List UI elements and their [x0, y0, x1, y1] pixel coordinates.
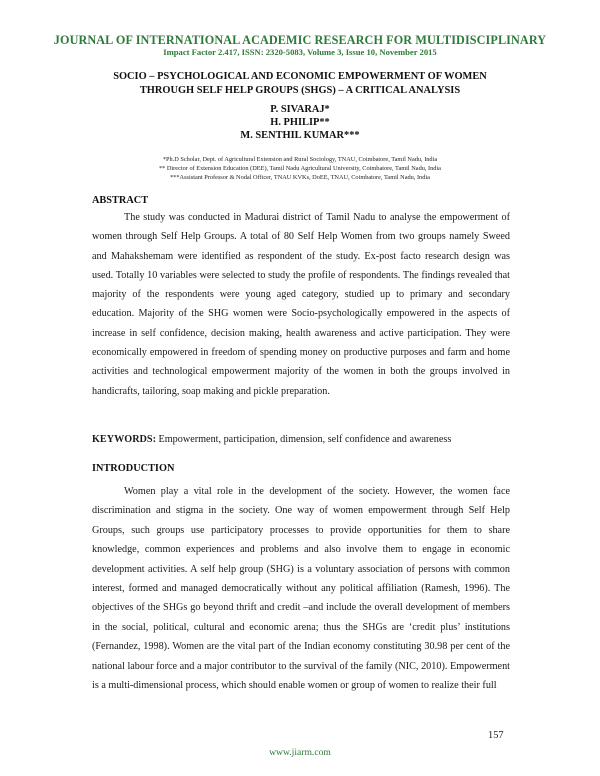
affiliation-2: ** Director of Extension Education (DEE), Tamil Nadu Agricultural University, Coimbatore, Tamil Nadu, India — [159, 165, 441, 172]
affiliation-1: *Ph.D Scholar, Dept. of Agricultural Extension and Rural Sociology, TNAU, Coimbatore, Tamil Nadu, India — [162, 156, 438, 163]
keywords — [92, 434, 512, 445]
author-list — [0, 103, 600, 142]
affiliation-3: ***Assistant Professor & Nodal Officer, TNAU KVKs, DoEE, TNAU, Coimbatore, Tamil Nadu, India — [170, 174, 430, 181]
journal-subtitle: Impact Factor 2.417, ISSN: 2320-5083, Volume 3, Issue 10, November 2015 — [163, 47, 437, 57]
paper-title-line-2: THROUGH SELF HELP GROUPS (SHGS) – A CRITICAL ANALYSIS — [139, 85, 461, 96]
page-number: 157 — [488, 730, 504, 741]
keywords-text: Empowerment, participation, dimension, self confidence and awareness — [155, 434, 452, 445]
paper-title-line-1: SOCIO – PSYCHOLOGICAL AND ECONOMIC EMPOWERMENT OF WOMEN — [113, 71, 487, 82]
introduction-text: Women play a vital role in the development of the society. However, the women face discrimination and stigma in the society. One way of women empowerment through Self Help Groups, such groups use participatory processes to provide opportunities for them to share knowledge, common experiences and problems and also involve them to engage in economic development activities. A self help group (SHG) is a voluntary association of persons with common interest, formed and managed democratically without any political affiliation (Ramesh, 1996). The objectives of the SHGs go beyond thrift and credit –and include the overall development of members in the social, political, cultural and economic arena; thus the SHGs are ‘credit plus’ institutions (Fernandez, 1998). Women are the vital part of the Indian economy constituting 30.98 per cent of the national labour force and a major contributor to the survival of the family (NIC, 2010). Empowerment is a multi-dimensional process, which should enable women or group of women to realize their full — [92, 486, 510, 692]
author-2: H. PHILIP** — [270, 117, 330, 128]
affiliations — [0, 155, 600, 182]
keywords-label: KEYWORDS: — [92, 434, 156, 445]
abstract-text: The study was conducted in Madurai district of Tamil Nadu to analyse the empowerment of women through Self Help Groups. A total of 80 Self Help Women from two groups namely Sweed and Mahakshemam were identified as respondent of the study. Ex-post facto research design was used. Totally 10 variables were selected to study the profile of respondents. The findings revealed that majority of the respondents were young aged category, studied up to primary and secondary education. Majority of the SHG women were Socio-psychologically empowered in the aspects of increase in self confidence, decision making, health awareness and active participation. They were economically empowered in freedom of spending money on productive purposes and farm and home activities and technological empowerment majority of the women in both the groups involved in handicrafts, tailoring, soap making and pickle preparation. — [92, 212, 510, 397]
journal-title: JOURNAL OF INTERNATIONAL ACADEMIC RESEARCH FOR MULTIDISCIPLINARY — [53, 33, 547, 47]
introduction-heading: INTRODUCTION — [92, 463, 175, 474]
paper-title — [0, 70, 600, 98]
website-link[interactable]: www.jiarm.com — [269, 747, 331, 758]
author-3: M. SENTHIL KUMAR*** — [240, 130, 360, 141]
abstract-heading: ABSTRACT — [92, 195, 149, 206]
author-1: P. SIVARAJ* — [270, 104, 330, 115]
